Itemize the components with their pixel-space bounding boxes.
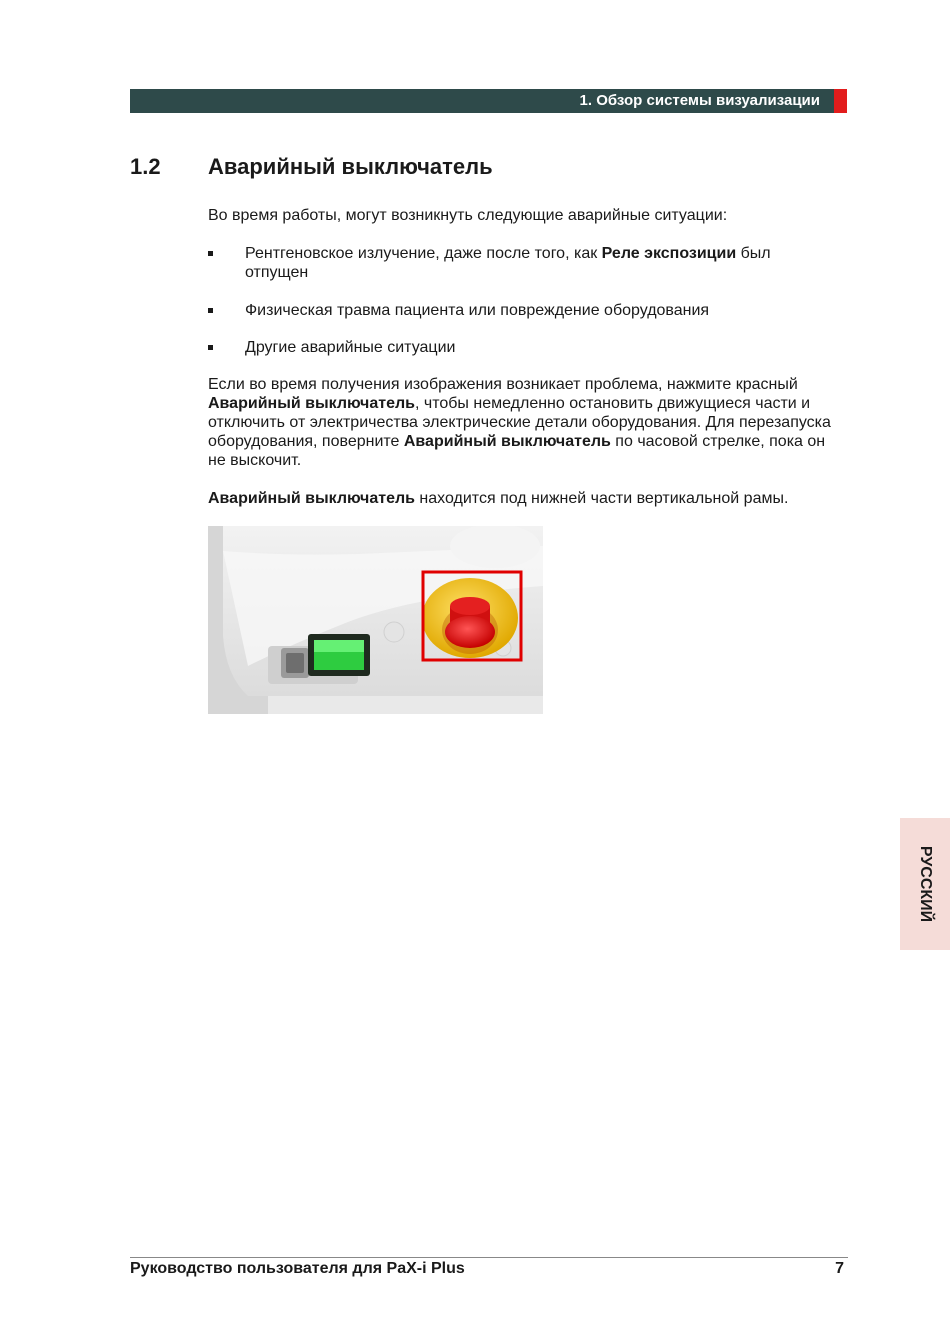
header-accent-block xyxy=(834,89,847,113)
language-tab xyxy=(900,818,950,950)
emergency-switch-photo xyxy=(208,526,543,714)
bullet-text: Другие аварийные ситуации xyxy=(245,339,456,356)
intro-paragraph: Во время работы, могут возникнуть следующие аварийные ситуации: xyxy=(208,207,728,224)
language-label: РУССКИЙ xyxy=(917,845,934,923)
instruction-paragraph: Если во время получения изображения возникает проблема, нажмите красный Аварийный выключатель, чтобы немедленно остановить движущиеся части и отключить от электричества электрические детали оборудования. Для перезапуска оборудования, поверните Аварийный выключатель по часовой стрелке, пока он не выскочит. xyxy=(208,376,831,469)
page-number: 7 xyxy=(835,1260,844,1277)
footer-divider xyxy=(130,1257,848,1258)
chapter-title: 1. Обзор системы визуализации xyxy=(579,92,820,109)
footer-title: Руководство пользователя для PaX-i Plus xyxy=(130,1260,465,1277)
section-number: 1.2 xyxy=(130,154,161,179)
chapter-header-bar xyxy=(130,89,834,113)
bullet-text: Физическая травма пациента или повреждение оборудования xyxy=(245,302,710,319)
bullet-marker xyxy=(208,251,213,256)
bullet-marker xyxy=(208,345,213,350)
location-paragraph: Аварийный выключатель находится под нижней части вертикальной рамы. xyxy=(208,490,789,507)
section-title: Аварийный выключатель xyxy=(208,154,493,179)
bullet-marker xyxy=(208,308,213,313)
bullet-text: Рентгеновское излучение, даже после того, как Реле экспозиции был отпущен xyxy=(245,245,771,281)
